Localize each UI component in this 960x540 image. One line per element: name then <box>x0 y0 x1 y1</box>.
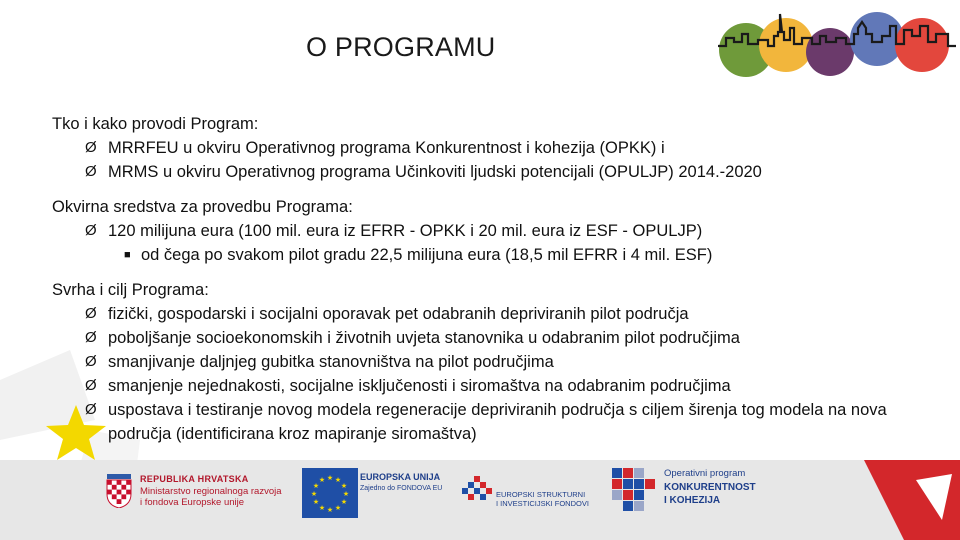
croatia-logo-line2: Ministarstvo regionalnoga razvoja <box>140 485 282 497</box>
opkk-mosaic-icon <box>612 468 656 512</box>
city-circles-decoration <box>712 6 960 78</box>
section-purpose <box>52 278 932 446</box>
bullet-text: 120 milijuna eura (100 mil. eura iz EFRR - OPKK i 20 mil. eura iz ESF - OPULJP) <box>108 222 703 240</box>
croatia-ministry-logo <box>106 466 306 532</box>
circle-purple <box>806 28 854 76</box>
esi-logo-line1: EUROPSKI STRUKTURNI <box>496 490 586 499</box>
subbullet-item <box>52 243 932 267</box>
content-body <box>52 112 932 446</box>
croatia-coat-of-arms-icon <box>106 474 132 508</box>
bullet-arrow-icon: Ø <box>85 222 97 239</box>
section-heading: Tko i kako provodi Program: <box>52 115 259 133</box>
opkk-logo-line3: I KOHEZIJA <box>664 495 721 506</box>
svg-text:★: ★ <box>334 476 342 484</box>
bullet-arrow-icon: Ø <box>85 305 97 322</box>
section-heading: Svrha i cilj Programa: <box>52 281 209 299</box>
bullet-text: MRRFEU u okviru Operativnog programa Konkurentnost i kohezija (OPKK) i <box>108 139 665 157</box>
bullet-text: smanjivanje daljnjeg gubitka stanovništva na pilot područjima <box>108 353 554 371</box>
bullet-item <box>52 398 932 446</box>
bullet-text: fizički, gospodarski i socijalni oporavak pet odabranih depriviranih pilot područja <box>108 305 689 323</box>
esi-funds-logo <box>462 466 602 532</box>
eu-flag-icon <box>302 468 358 518</box>
svg-text:★: ★ <box>312 498 320 506</box>
bullet-arrow-icon: Ø <box>85 353 97 370</box>
square-bullet-icon: ■ <box>124 249 131 261</box>
svg-text:★: ★ <box>342 490 350 498</box>
bullet-item <box>52 374 932 398</box>
bullet-arrow-icon: Ø <box>85 163 97 180</box>
svg-text:★: ★ <box>326 474 334 482</box>
svg-text:★: ★ <box>318 504 326 512</box>
svg-text:★: ★ <box>318 476 326 484</box>
bullet-arrow-icon: Ø <box>85 401 97 418</box>
opkk-logo-line2: KONKURENTNOST <box>664 482 756 493</box>
svg-text:★: ★ <box>340 498 348 506</box>
bullet-text: uspostava i testiranje novog modela regeneracije depriviranih područja s ciljem širenja tog modela na nova područja (identificirana kroz mapiranje siromaštva) <box>108 401 887 443</box>
esi-funds-icon <box>462 476 492 506</box>
bullet-text: poboljšanje socioekonomskih i životnih uvjeta stanovnika u odabranim pilot područjima <box>108 329 740 347</box>
bullet-item <box>52 350 932 374</box>
footer-red-corner <box>864 460 960 540</box>
bullet-item <box>52 160 932 184</box>
bullet-arrow-icon: Ø <box>85 329 97 346</box>
svg-text:★: ★ <box>310 490 318 498</box>
bullet-item <box>52 302 932 326</box>
svg-text:★: ★ <box>312 482 320 490</box>
croatia-logo-line1: REPUBLIKA HRVATSKA <box>140 474 249 484</box>
svg-text:★: ★ <box>340 482 348 490</box>
esi-logo-line2: I INVESTICIJSKI FONDOVI <box>496 499 589 508</box>
subbullet-text: od čega po svakom pilot gradu 22,5 milijuna eura (18,5 mil EFRR i 4 mil. ESF) <box>141 246 713 264</box>
bullet-arrow-icon: Ø <box>85 377 97 394</box>
section-implementation <box>52 112 932 184</box>
opkk-logo-line1: Operativni program <box>664 468 746 479</box>
page-title: O PROGRAMU <box>306 32 496 62</box>
bullet-arrow-icon: Ø <box>85 139 97 156</box>
croatia-logo-line3: i fondova Europske unije <box>140 497 245 508</box>
svg-text:★: ★ <box>326 506 334 514</box>
bullet-item <box>52 136 932 160</box>
eu-logo-line2: Zajedno do FONDOVA EU <box>360 485 443 492</box>
bullet-text: smanjenje nejednakosti, socijalne isključenosti i siromaštva na odabranim područjima <box>108 377 731 395</box>
opkk-logo <box>612 466 782 532</box>
svg-text:★: ★ <box>334 504 342 512</box>
section-funding <box>52 195 932 267</box>
bullet-item <box>52 326 932 350</box>
eu-logo-line1: EUROPSKA UNIJA <box>360 472 441 482</box>
footer-logos <box>0 460 960 540</box>
bullet-item <box>52 219 932 243</box>
bullet-text: MRMS u okviru Operativnog programa Učinkoviti ljudski potencijali (OPULJP) 2014.-2020 <box>108 163 762 181</box>
eu-logo <box>302 466 448 532</box>
section-heading: Okvirna sredstva za provedbu Programa: <box>52 198 353 216</box>
